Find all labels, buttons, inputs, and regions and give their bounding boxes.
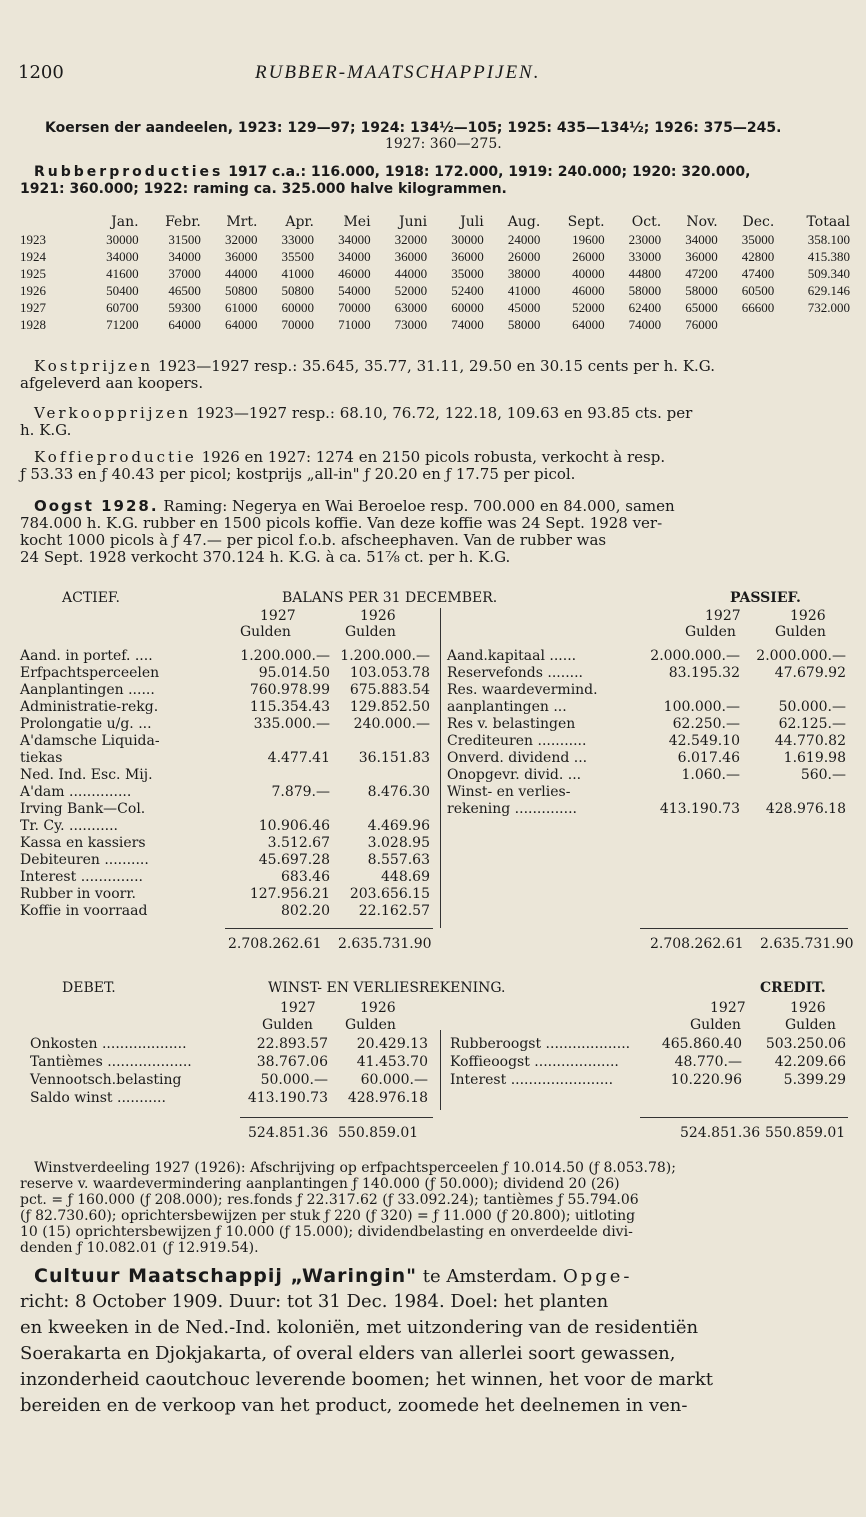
ledger-label: Prolongatie u/g. ...: [20, 716, 152, 732]
month-column-header: Nov.: [686, 214, 718, 230]
credit-total-b: 550.859.01: [765, 1125, 846, 1141]
month-column-header: Totaal: [806, 214, 850, 230]
balans-rule-right: [640, 928, 848, 929]
month-column-header: Oct.: [631, 214, 662, 230]
rubberproducties-line-2: 1921: 360.000; 1922: raming ca. 325.000 halve kilogrammen.: [20, 181, 507, 197]
balans-p-unit-a: Gulden: [685, 624, 736, 640]
page-number: 1200: [18, 62, 64, 83]
month-column-header: Mrt.: [226, 214, 258, 230]
ledger-amount-1927: 335.000.—: [253, 716, 330, 732]
ledger-label: Tantièmes ...................: [30, 1054, 192, 1070]
ledger-amount-1926: 103.053.78: [349, 665, 430, 681]
balans-year-b: 1926: [360, 608, 396, 624]
winstverdeeling-line: pct. = ƒ 160.000 (ƒ 208.000); res.fonds ƒ 22.317.62 (ƒ 33.092.24); tantièmes ƒ 55.794.06: [20, 1192, 639, 1208]
table-cell: 62400: [628, 299, 662, 315]
table-cell: 509.340: [807, 265, 850, 281]
table-row: [20, 248, 850, 265]
ledger-amount-1927: 127.956.21: [249, 886, 330, 902]
balans-unit-b: Gulden: [345, 624, 396, 640]
ledger-label: Aanplantingen ......: [20, 682, 155, 698]
table-row: [20, 316, 850, 333]
ledger-amount-1927: 42.549.10: [668, 733, 740, 749]
koffieproductie-text: 1926 en 1927: 1274 en 2150 picols robusta, verkocht à resp.: [201, 448, 666, 466]
winstverdeeling-line: (ƒ 82.730.60); oprichtersbewijzen per stuk ƒ 220 (ƒ 320) = ƒ 11.000 (ƒ 20.800); uitloting: [20, 1208, 636, 1224]
row-year: 1924: [20, 248, 46, 264]
balans-p-total-a: 2.708.262.61: [650, 936, 744, 952]
oogst-lead: Oogst 1928.: [34, 497, 159, 515]
ledger-amount-1927: 95.014.50: [258, 665, 330, 681]
ledger-amount-1927: 4.477.41: [267, 750, 330, 766]
table-cell: 65000: [685, 299, 718, 315]
row-year: 1926: [20, 282, 46, 298]
ledger-amount-1927: 413.190.73: [247, 1090, 328, 1106]
winst-total-a: 524.851.36: [248, 1125, 329, 1141]
table-cell: 30000: [451, 231, 484, 247]
ledger-amount-1926: 62.125.—: [778, 716, 846, 732]
rubberproducties-lead: Rubberproducties: [34, 164, 224, 180]
ledger-amount-1927: 683.46: [281, 869, 330, 885]
ledger-amount-1926: 448.69: [381, 869, 430, 885]
ledger-amount-1926: 1.200.000.—: [340, 648, 430, 664]
table-cell: 50800: [224, 282, 258, 298]
credit-unit-b: Gulden: [785, 1017, 836, 1033]
month-column-header: Sept.: [567, 214, 605, 230]
ledger-amount-1926: 240.000.—: [353, 716, 430, 732]
table-cell: 47200: [685, 265, 718, 281]
table-cell: 44000: [224, 265, 258, 281]
running-title: RUBBER-MAATSCHAPPIJEN.: [255, 62, 541, 83]
balans-total-b: 2.635.731.90: [338, 936, 432, 952]
table-cell: 34000: [338, 231, 371, 247]
table-row: [20, 265, 850, 282]
table-cell: 36000: [451, 248, 484, 264]
table-cell: 19600: [572, 231, 605, 247]
table-cell: 32000: [224, 231, 258, 247]
table-cell: 58000: [685, 282, 718, 298]
table-cell: 41000: [507, 282, 541, 298]
table-cell: 44000: [394, 265, 428, 281]
month-column-header: Apr.: [285, 214, 315, 230]
ledger-amount-1926: 503.250.06: [765, 1036, 846, 1052]
debet-title: DEBET.: [62, 980, 116, 996]
balans-divider: [440, 608, 441, 928]
ledger-amount-1926: 560.—: [800, 767, 846, 783]
ledger-label: Reservefonds ........: [447, 665, 584, 681]
balans-p-total-b: 2.635.731.90: [760, 936, 854, 952]
ledger-label: Kassa en kassiers: [20, 835, 146, 851]
kostprijzen-line-1: [34, 358, 715, 375]
table-cell: 26000: [572, 248, 605, 264]
oogst-line-2: 784.000 h. K.G. rubber en 1500 picols koffie. Van deze koffie was 24 Sept. 1928 ver-: [20, 514, 663, 532]
waringin-line1-rest: te Amsterdam.: [422, 1266, 558, 1287]
table-cell: 60000: [451, 299, 484, 315]
winst-rule-left: [240, 1117, 433, 1118]
winst-unit-b: Gulden: [345, 1017, 396, 1033]
table-cell: 60000: [281, 299, 315, 315]
ledger-label: Onkosten ...................: [30, 1036, 187, 1052]
table-cell: 59300: [168, 299, 201, 315]
winstverdeeling-line: 10 (15) oprichtersbewijzen ƒ 10.000 (ƒ 15.000); dividendbelasting en onverdeelde divi-: [20, 1224, 633, 1240]
table-cell: 76000: [685, 316, 718, 332]
table-cell: 35000: [741, 231, 775, 247]
ledger-amount-1927: 83.195.32: [668, 665, 740, 681]
ledger-amount-1926: 22.162.57: [358, 903, 430, 919]
ledger-amount-1926: 44.770.82: [774, 733, 846, 749]
table-cell: 58000: [507, 316, 541, 332]
winstverdeeling-line: Winstverdeeling 1927 (1926): Afschrijving op erfpachtsperceelen ƒ 10.014.50 (ƒ 8.053.78);: [34, 1160, 676, 1176]
table-cell: 35500: [281, 248, 315, 264]
ledger-label: Rubberoogst ...................: [450, 1036, 631, 1052]
koffieproductie-line-1: [34, 449, 665, 466]
koersen-line-1: Koersen der aandeelen, 1923: 129—97; 1924: 134½—105; 1925: 435—134½; 1926: 375—245.: [45, 120, 782, 136]
table-cell: 23000: [628, 231, 662, 247]
table-cell: 50800: [281, 282, 315, 298]
ledger-amount-1926: 675.883.54: [349, 682, 430, 698]
kostprijzen-text: 1923—1927 resp.: 35.645, 35.77, 31.11, 29.50 en 30.15 cents per h. K.G.: [158, 357, 716, 375]
ledger-amount-1926: 60.000.—: [360, 1072, 428, 1088]
table-cell: 415.380: [807, 248, 850, 264]
passiva-title: PASSIEF.: [730, 590, 801, 606]
verkoopprijzen-lead: Verkoopprijzen: [34, 404, 191, 422]
table-cell: 64000: [572, 316, 605, 332]
winst-year-b: 1926: [360, 1000, 396, 1016]
waringin-name: Cultuur Maatschappij „Waringin": [34, 1265, 418, 1287]
balans-total-a: 2.708.262.61: [228, 936, 322, 952]
verkoopprijzen-text: 1923—1927 resp.: 68.10, 76.72, 122.18, 109.63 en 93.85 cts. per: [195, 404, 693, 422]
month-column-header: Juni: [399, 214, 428, 230]
ledger-label: Rubber in voorr.: [20, 886, 136, 902]
winst-rule-right: [640, 1117, 848, 1118]
table-cell: 41600: [106, 265, 139, 281]
production-table: [20, 213, 850, 333]
table-row: [20, 231, 850, 248]
ledger-amount-1927: 6.017.46: [677, 750, 740, 766]
table-cell: 50400: [106, 282, 139, 298]
ledger-amount-1927: 62.250.—: [672, 716, 740, 732]
ledger-amount-1927: 802.20: [281, 903, 330, 919]
ledger-amount-1926: 428.976.18: [765, 801, 846, 817]
ledger-amount-1927: 48.770.—: [674, 1054, 742, 1070]
ledger-amount-1927: 760.978.99: [249, 682, 330, 698]
table-cell: 73000: [394, 316, 428, 332]
rubberproducties-text-1: 1917 c.a.: 116.000, 1918: 172.000, 1919: 240.000; 1920: 320.000,: [228, 164, 751, 180]
balans-p-year-a: 1927: [705, 608, 741, 624]
rubberproducties-line-1: [34, 164, 750, 181]
koffieproductie-lead: Koffieproductie: [34, 448, 197, 466]
balans-p-unit-b: Gulden: [775, 624, 826, 640]
ledger-label: Koffieoogst ...................: [450, 1054, 619, 1070]
ledger-label: Administratie-rekg.: [20, 699, 159, 715]
ledger-label: Irving Bank—Col.: [20, 801, 146, 817]
table-cell: 46500: [168, 282, 201, 298]
ledger-label: Vennootsch.belasting: [30, 1072, 182, 1088]
table-cell: 38000: [507, 265, 541, 281]
table-cell: 71200: [106, 316, 139, 332]
table-cell: 70000: [281, 316, 315, 332]
table-cell: 34000: [106, 248, 139, 264]
row-year: 1928: [20, 316, 46, 332]
oogst-line-4: 24 Sept. 1928 verkocht 370.124 h. K.G. à ca. 51⅞ ct. per h. K.G.: [20, 548, 511, 566]
credit-unit-a: Gulden: [690, 1017, 741, 1033]
table-cell: 54000: [338, 282, 371, 298]
ledger-amount-1927: 22.893.57: [256, 1036, 328, 1052]
production-table-header: [20, 213, 850, 231]
table-cell: 41000: [281, 265, 315, 281]
ledger-label: Saldo winst ...........: [30, 1090, 166, 1106]
table-cell: 31500: [168, 231, 201, 247]
ledger-amount-1926: 5.399.29: [783, 1072, 846, 1088]
table-cell: 40000: [572, 265, 605, 281]
month-column-header: Dec.: [742, 214, 775, 230]
ledger-label: Onopgevr. divid. ...: [447, 767, 582, 783]
balans-year-a: 1927: [260, 608, 296, 624]
ledger-amount-1926: 1.619.98: [783, 750, 846, 766]
ledger-amount-1927: 7.879.—: [271, 784, 330, 800]
ledger-amount-1927: 465.860.40: [661, 1036, 742, 1052]
table-cell: 34000: [168, 248, 201, 264]
table-cell: 36000: [224, 248, 258, 264]
table-cell: 42800: [741, 248, 775, 264]
table-cell: 66600: [741, 299, 775, 315]
row-year: 1923: [20, 231, 46, 247]
ledger-amount-1927: 2.000.000.—: [650, 648, 740, 664]
ledger-amount-1927: 10.906.46: [258, 818, 330, 834]
month-column-header: Aug.: [507, 214, 541, 230]
table-cell: 52400: [451, 282, 484, 298]
ledger-amount-1926: 203.656.15: [349, 886, 430, 902]
table-cell: 52000: [572, 299, 605, 315]
ledger-amount-1926: 428.976.18: [347, 1090, 428, 1106]
credit-year-b: 1926: [790, 1000, 826, 1016]
ledger-amount-1926: 20.429.13: [356, 1036, 428, 1052]
ledger-amount-1926: 8.557.63: [367, 852, 430, 868]
winstverdeeling-line: denden ƒ 10.082.01 (ƒ 12.919.54).: [20, 1240, 259, 1256]
table-cell: 35000: [451, 265, 484, 281]
table-cell: 24000: [507, 231, 541, 247]
winst-total-b: 550.859.01: [338, 1125, 419, 1141]
ledger-label: tiekas: [20, 750, 63, 766]
table-cell: 44800: [628, 265, 662, 281]
ledger-amount-1926: 3.028.95: [367, 835, 430, 851]
oogst-line-1: [34, 498, 675, 515]
kostprijzen-lead: Kostprijzen: [34, 357, 154, 375]
table-cell: 629.146: [807, 282, 850, 298]
ledger-label: A'dam ..............: [20, 784, 132, 800]
table-cell: 47400: [741, 265, 775, 281]
ledger-label: Winst- en verlies-: [447, 784, 571, 800]
ledger-amount-1926: 2.000.000.—: [756, 648, 846, 664]
ledger-label: aanplantingen ...: [447, 699, 567, 715]
waringin-line-1: [34, 1263, 633, 1290]
table-cell: 358.100: [807, 231, 850, 247]
credit-year-a: 1927: [710, 1000, 746, 1016]
ledger-label: Interest .......................: [450, 1072, 614, 1088]
table-cell: 61000: [224, 299, 258, 315]
ledger-label: Res. waardevermind.: [447, 682, 598, 698]
table-row: [20, 299, 850, 316]
waringin-line-5: inzonderheid caoutchouc leverende boomen; het winnen, het voor de markt: [20, 1369, 713, 1390]
table-cell: 34000: [338, 248, 371, 264]
table-cell: 33000: [281, 231, 315, 247]
waringin-line-4: Soerakarta en Djokjakarta, of overal elders van allerlei soort gewassen,: [20, 1343, 676, 1364]
ledger-label: rekening ..............: [447, 801, 577, 817]
winst-divider: [440, 1030, 441, 1110]
table-cell: 64000: [168, 316, 201, 332]
balans-unit-a: Gulden: [240, 624, 291, 640]
table-cell: 63000: [394, 299, 428, 315]
ledger-amount-1927: 10.220.96: [670, 1072, 742, 1088]
table-cell: [774, 316, 850, 333]
table-cell: 58000: [628, 282, 662, 298]
table-cell: 60500: [741, 282, 775, 298]
credit-total-a: 524.851.36: [680, 1125, 761, 1141]
ledger-amount-1927: 100.000.—: [663, 699, 740, 715]
oogst-line-3: kocht 1000 picols à ƒ 47.— per picol f.o.b. afscheephaven. Van de rubber was: [20, 531, 607, 549]
table-cell: 52000: [394, 282, 428, 298]
ledger-label: Crediteuren ...........: [447, 733, 587, 749]
koersen-line-2: 1927: 360—275.: [385, 136, 502, 152]
table-cell: 26000: [507, 248, 541, 264]
credit-title: CREDIT.: [760, 980, 826, 996]
table-cell: 74000: [451, 316, 484, 332]
table-cell: 30000: [106, 231, 139, 247]
ledger-label: Koffie in voorraad: [20, 903, 148, 919]
table-cell: 36000: [685, 248, 718, 264]
waringin-line-2: richt: 8 October 1909. Duur: tot 31 Dec. 1984. Doel: het planten: [20, 1291, 609, 1312]
table-cell: 46000: [338, 265, 371, 281]
waringin-line-3: en kweeken in de Ned.-Ind. koloniën, met uitzondering van de residentiën: [20, 1317, 699, 1338]
waringin-line-6: bereiden en de verkoop van het product, zoomede het deelnemen in ven-: [20, 1395, 688, 1416]
ledger-amount-1927: 50.000.—: [260, 1072, 328, 1088]
winst-year-a: 1927: [280, 1000, 316, 1016]
balans-p-year-b: 1926: [790, 608, 826, 624]
table-cell: 732.000: [807, 299, 850, 315]
verkoopprijzen-line-1: [34, 405, 692, 422]
ledger-label: A'damsche Liquida-: [20, 733, 160, 749]
row-year: 1927: [20, 299, 46, 315]
ledger-amount-1926: 4.469.96: [367, 818, 430, 834]
koffieproductie-line-2: ƒ 53.33 en ƒ 40.43 per picol; kostprijs „all-in" ƒ 20.20 en ƒ 17.75 per picol.: [20, 465, 576, 483]
kostprijzen-line-2: afgeleverd aan koopers.: [20, 374, 204, 392]
table-cell: 36000: [394, 248, 428, 264]
month-column-header: Mei: [343, 214, 371, 230]
ledger-label: Interest ..............: [20, 869, 143, 885]
ledger-label: Erfpachtsperceelen: [20, 665, 160, 681]
table-cell: [718, 316, 775, 333]
table-cell: 60700: [106, 299, 139, 315]
balans-rule-left: [225, 928, 433, 929]
ledger-amount-1926: 50.000.—: [778, 699, 846, 715]
ledger-label: Debiteuren ..........: [20, 852, 149, 868]
winst-unit-a: Gulden: [262, 1017, 313, 1033]
winstverdeeling-line: reserve v. waardevermindering aanplantingen ƒ 140.000 (ƒ 50.000); dividend 20 (26): [20, 1176, 620, 1192]
month-column-header: Juli: [460, 214, 484, 230]
table-cell: 37000: [168, 265, 201, 281]
table-cell: 74000: [628, 316, 662, 332]
row-year: 1925: [20, 265, 46, 281]
ledger-amount-1927: 45.697.28: [258, 852, 330, 868]
ledger-amount-1926: 8.476.30: [367, 784, 430, 800]
table-row: [20, 282, 850, 299]
year-column-header: [20, 213, 82, 231]
ledger-amount-1927: 3.512.67: [267, 835, 330, 851]
ledger-amount-1927: 115.354.43: [249, 699, 330, 715]
month-column-header: Febr.: [165, 214, 201, 230]
month-column-header: Jan.: [111, 214, 139, 230]
activa-title: ACTIEF.: [62, 590, 120, 606]
ledger-amount-1926: 36.151.83: [358, 750, 430, 766]
ledger-amount-1926: 41.453.70: [356, 1054, 428, 1070]
ledger-amount-1927: 38.767.06: [256, 1054, 328, 1070]
balans-title: BALANS PER 31 DECEMBER.: [282, 590, 498, 606]
ledger-label: Onverd. dividend ...: [447, 750, 588, 766]
ledger-amount-1926: 42.209.66: [774, 1054, 846, 1070]
table-cell: 34000: [685, 231, 718, 247]
waringin-opgericht-lead: Opge-: [562, 1266, 633, 1287]
table-cell: 70000: [338, 299, 371, 315]
ledger-label: Aand. in portef. ....: [20, 648, 153, 664]
ledger-label: Aand.kapitaal ......: [447, 648, 577, 664]
winst-title: WINST- EN VERLIESREKENING.: [268, 980, 506, 996]
table-cell: 33000: [628, 248, 662, 264]
ledger-amount-1927: 1.060.—: [681, 767, 740, 783]
table-cell: 32000: [394, 231, 428, 247]
table-cell: 64000: [224, 316, 258, 332]
verkoopprijzen-line-2: h. K.G.: [20, 421, 72, 439]
ledger-amount-1927: 413.190.73: [659, 801, 740, 817]
ledger-amount-1927: 1.200.000.—: [240, 648, 330, 664]
ledger-amount-1926: 47.679.92: [774, 665, 846, 681]
table-cell: 46000: [572, 282, 605, 298]
oogst-text-1: Raming: Negerya en Wai Beroeloe resp. 700.000 en 84.000, samen: [163, 497, 675, 515]
ledger-label: Tr. Cy. ...........: [20, 818, 119, 834]
ledger-label: Ned. Ind. Esc. Mij.: [20, 767, 153, 783]
ledger-label: Res v. belastingen: [447, 716, 576, 732]
ledger-amount-1926: 129.852.50: [349, 699, 430, 715]
table-cell: 71000: [338, 316, 371, 332]
table-cell: 45000: [507, 299, 541, 315]
